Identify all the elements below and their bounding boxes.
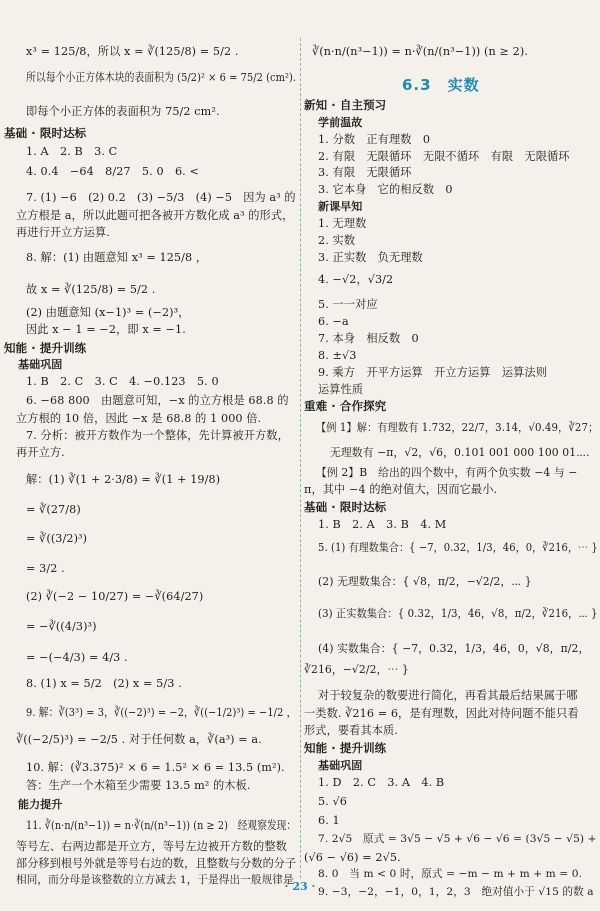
text-line: 答：生产一个木箱至少需要 13.5 m² 的木板.: [26, 779, 251, 792]
text-line: ∛((−2/5)³) = −2/5 . 对于任何数 a，∛(a³) = a.: [16, 733, 262, 746]
text-line: 8. 0 当 m < 0 时，原式 = −m − m + m + m = 0.: [318, 868, 583, 880]
text-line: (4) 实数集合：{ −7，0.32，1/3，46，0，√8，π/2，: [318, 642, 590, 655]
text-line: (3) 正实数集合：{ 0.32，1/3，46，√8，π/2，∛216，⋯ }: [318, 607, 598, 620]
text-line: 1. 分数 正有理数 0: [318, 133, 431, 146]
text-line: 1. D 2. C 3. A 4. B: [318, 776, 445, 789]
section-header: 基础 · 限时达标: [304, 500, 387, 514]
text-line: 故 x = ∛(125/8) = 5/2 .: [26, 283, 156, 296]
section-header: 基础 · 限时达标: [4, 126, 87, 140]
text-line: 【例 2】B 给出的四个数中，有两个负实数 −4 与 −: [316, 466, 578, 479]
text-line: 6. −68 800 由题意可知，−x 的立方根是 68.8 的: [26, 394, 289, 407]
subsection-header: 新课早知: [318, 200, 363, 213]
section-title: 6.3 实数: [402, 76, 480, 94]
text-line: 5. 一一对应: [318, 298, 378, 311]
subsection-header: 学前温故: [318, 116, 363, 129]
text-line: 因此 x − 1 = −2，即 x = −1.: [26, 323, 186, 336]
page-number-label: · 23 ·: [284, 880, 316, 893]
text-line: 再开立方.: [16, 446, 65, 459]
text-line: 5. √6: [318, 795, 347, 808]
text-line: 8. (1) x = 5/2 (2) x = 5/3 .: [26, 677, 182, 690]
text-line: 1. B 2. C 3. C 4. −0.123 5. 0: [26, 375, 219, 388]
text-line: 【例 1】解：有理数有 1.732，22/7，3.14，√0.49，∛27；: [316, 421, 599, 434]
text-line: 立方根是 a，所以此题可把各被开方数化成 a³ 的形式，: [16, 209, 294, 222]
text-line: (2) ∛(−2 − 10/27) = −∛(64/27): [26, 590, 204, 603]
section-header: 重难 · 合作探究: [304, 399, 387, 413]
text-line: 所以每个小正方体木块的表面积为 (5/2)² × 6 = 75/2 (cm²).: [26, 71, 297, 84]
section-header: 新知 · 自主预习: [304, 98, 387, 112]
text-line: 9. 解：∛(3³) = 3，∛((−2)³) = −2，∛((−1/2)³) = −1/2 ，: [26, 706, 297, 719]
subsection-header: 基础巩固: [18, 358, 63, 371]
text-line: 9. 乘方 开平方运算 开立方运算 运算法则: [318, 366, 547, 379]
text-line: 2. 有限 无限循环 无限不循环 有限 无限循环: [318, 150, 570, 163]
text-line: = ∛(27/8): [26, 503, 81, 516]
text-line: 11. ∛(n·n/(n³−1)) = n·∛(n/(n³−1)) (n ≥ 2) 经观察发现：: [26, 819, 297, 832]
subsection-header: 基础巩固: [318, 759, 363, 772]
text-line: 运算性质: [318, 383, 364, 396]
text-line: 7. (1) −6 (2) 0.2 (3) −5/3 (4) −5 因为 a³ 的: [26, 191, 296, 204]
text-line: 7. 本身 相反数 0: [318, 332, 419, 345]
text-line: 4. 0.4 −64 8/27 5. 0 6. <: [26, 165, 199, 178]
text-line: 10. 解：(∛3.375)² × 6 = 1.5² × 6 = 13.5 (m²).: [26, 761, 285, 774]
section-header: 知能 · 提升训练: [4, 341, 87, 355]
text-line: 7. 分析：被开方数作为一个整体，先计算被开方数，: [26, 429, 289, 442]
text-line: 1. A 2. B 3. C: [26, 145, 118, 158]
text-line: 相同，而分母是该整数的立方减去 1，于是得出一般规律是: [16, 874, 294, 886]
text-line: 即每个小正方体的表面积为 75/2 cm².: [26, 105, 220, 118]
text-line: π，其中 −4 的绝对值大，因而它最小.: [304, 483, 498, 496]
text-line: 等号左、右两边都是开立方，等号左边被开方数的整数: [16, 840, 287, 853]
text-line: = −(−4/3) = 4/3 .: [26, 651, 128, 664]
text-line: (2) 无理数集合：{ √8，π/2，−√2/2，⋯ }: [318, 575, 532, 588]
text-line: = ∛((3/2)³): [26, 532, 88, 545]
column-divider: [300, 38, 301, 878]
text-line: 部分移到根号外就是等号右边的数，且整数与分数的分子: [16, 857, 297, 870]
text-line: 6. 1: [318, 814, 340, 827]
text-line: 8. ±√3: [318, 349, 357, 362]
text-line: 解：(1) ∛(1 + 2·3/8) = ∛(1 + 19/8): [26, 473, 221, 486]
text-line: x³ = 125/8，所以 x = ∛(125/8) = 5/2 .: [26, 45, 239, 58]
text-line: 4. −√2，√3/2: [318, 273, 394, 286]
section-header: 知能 · 提升训练: [304, 741, 387, 755]
text-line: (2) 由题意知 (x−1)³ = (−2)³，: [26, 306, 190, 319]
text-line: = −∛((4/3)³): [26, 620, 97, 633]
text-line: 2. 实数: [318, 234, 356, 247]
text-line: 无理数有 −π，√2，√6，0.101 001 000 100 01⋯.: [330, 446, 590, 459]
text-line: 8. 解：(1) 由题意知 x³ = 125/8 ，: [26, 251, 208, 264]
text-line: 立方根的 10 倍，因此 −x 是 68.8 的 1 000 倍.: [16, 412, 262, 425]
text-line: 1. 无理数: [318, 217, 367, 230]
text-line: = 3/2 .: [26, 562, 65, 575]
text-line: ∛(n·n/(n³−1)) = n·∛(n/(n³−1)) (n ≥ 2).: [312, 45, 528, 58]
text-line: 再进行开立方运算.: [16, 226, 110, 239]
text-line: 形式，要看其本质.: [304, 724, 398, 737]
text-line: 7. 2√5 原式 = 3√5 − √5 + √6 − √6 = (3√5 − √5) +: [318, 833, 597, 845]
subsection-header: 能力提升: [18, 798, 63, 811]
page-number: [0, 880, 600, 893]
text-line: 3. 有限 无限循环: [318, 166, 412, 179]
text-line: 一类数. ∛216 = 6，是有理数，因此对待问题不能只看: [304, 707, 579, 720]
text-line: 6. −a: [318, 315, 349, 328]
text-line: 1. B 2. A 3. B 4. M: [318, 518, 447, 531]
text-line: 对于较复杂的数要进行简化，再看其最后结果属于哪: [318, 689, 578, 702]
text-line: (√6 − √6) = 2√5.: [304, 851, 401, 864]
text-line: 5. (1) 有理数集合：{ −7，0.32，1/3，46，0，∛216，⋯ }: [318, 541, 598, 554]
text-line: 3. 它本身 它的相反数 0: [318, 183, 453, 196]
text-line: 9. −3，−2，−1，0，1，2，3 绝对值小于 √15 的数 a: [318, 886, 594, 898]
text-line: 3. 正实数 负无理数: [318, 251, 423, 264]
text-line: ∛216，−√2/2，⋯ }: [304, 663, 409, 676]
